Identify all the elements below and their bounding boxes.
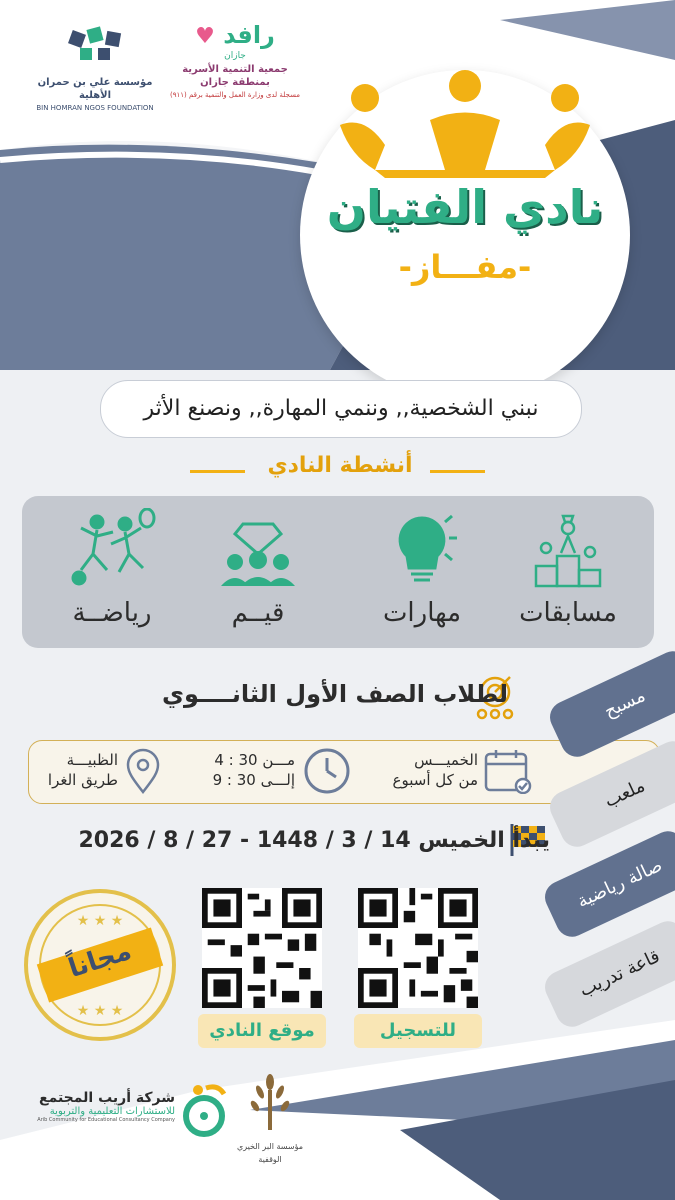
charity-name: مؤسسة البر الخيري الوقفية [236, 1142, 304, 1164]
activity-competitions [508, 508, 628, 628]
arib-logo-text [30, 1090, 175, 1123]
svg-text:★ ★ ★: ★ ★ ★ [76, 913, 124, 929]
rafid-note: مسجلة لدى وزارة العمل والتنمية برقم (٩١١) [170, 91, 300, 99]
club-site-qr[interactable] [202, 888, 322, 1008]
activity-label: رياضــة [72, 598, 152, 628]
homran-name: مؤسسة علي بن حمران الأهلية [37, 77, 153, 101]
venue-gym: صالة رياضية [540, 826, 675, 942]
bin-homran-logo [20, 22, 170, 122]
title-line-right [430, 470, 485, 473]
target-audience: لطلاب الصف الأول الثانــــوي [161, 680, 509, 708]
wheat-logo-icon [245, 1072, 295, 1132]
rafid-brand-sub: جازان [224, 51, 246, 61]
calendar-icon [483, 748, 533, 794]
arib-en: Arib Community for Educational Consultancy Company [37, 1117, 175, 1123]
svg-text:★ ★ ★: ★ ★ ★ [76, 1003, 124, 1019]
bulb-icon [387, 508, 457, 588]
time-line-1: مـــن 30 : 4 [214, 751, 295, 769]
club-site-label: موقع النادي [198, 1014, 326, 1048]
arib-name: شركة أريب المجتمع [39, 1090, 175, 1106]
time-line-2: إلـــى 30 : 9 [212, 771, 295, 789]
club-subtitle: -مفـــاز- [398, 248, 532, 286]
free-badge-text: مجاناً [64, 935, 136, 985]
place-line-2: طريق الغرا [47, 771, 118, 789]
homran-name-en: BIN HOMRAN NGOS FOUNDATION [36, 104, 154, 112]
activity-label: مهارات [382, 598, 462, 628]
activity-sports [52, 508, 172, 628]
start-date: يبدأ الخميس 14 / 3 / 1448 - 27 / 8 / 2026 [78, 828, 550, 853]
arib-sub: للاستشارات التعليمية والتربوية [49, 1106, 175, 1117]
activity-label: قيــم [231, 598, 285, 628]
crown-people-icon [335, 70, 595, 180]
homran-mark-icon [60, 22, 130, 72]
schedule-time [185, 750, 295, 790]
podium-icon [533, 508, 603, 588]
slogan: نبني الشخصية,, وننمي المهارة,, ونصنع الأثر [100, 380, 582, 438]
place-line-1: الظبيـــة [66, 751, 118, 769]
activity-label: مسابقات [519, 598, 617, 628]
heart-icon: ♥ [195, 24, 215, 49]
clock-icon [302, 746, 352, 796]
sports-icon [67, 508, 157, 588]
venue-training-hall: قاعة تدريب [540, 916, 675, 1032]
rafid-brand: رافد [223, 21, 275, 49]
activities-title: أنشطة النادي [267, 453, 413, 478]
venue-pool: مسبح [545, 646, 675, 762]
register-label: للتسجيل [354, 1014, 482, 1048]
schedule-day [370, 750, 478, 790]
activity-values [198, 508, 318, 628]
day-line-2: من كل أسبوع [392, 771, 478, 789]
day-line-1: الخميـــس [414, 751, 478, 769]
arib-logo-icon [178, 1080, 230, 1140]
rafid-name-2: بمنطقة جازان [200, 77, 270, 88]
activity-skills [362, 508, 482, 628]
location-pin-icon [124, 748, 162, 796]
rafid-logo [160, 22, 310, 122]
club-title: نادي الفتيان [326, 180, 604, 234]
diamond-group-icon [213, 508, 303, 588]
schedule-place [34, 750, 118, 790]
venue-field: ملعب [545, 736, 675, 852]
rafid-name-1: جمعية التنمية الأسرية [182, 64, 288, 75]
register-qr[interactable] [358, 888, 478, 1008]
